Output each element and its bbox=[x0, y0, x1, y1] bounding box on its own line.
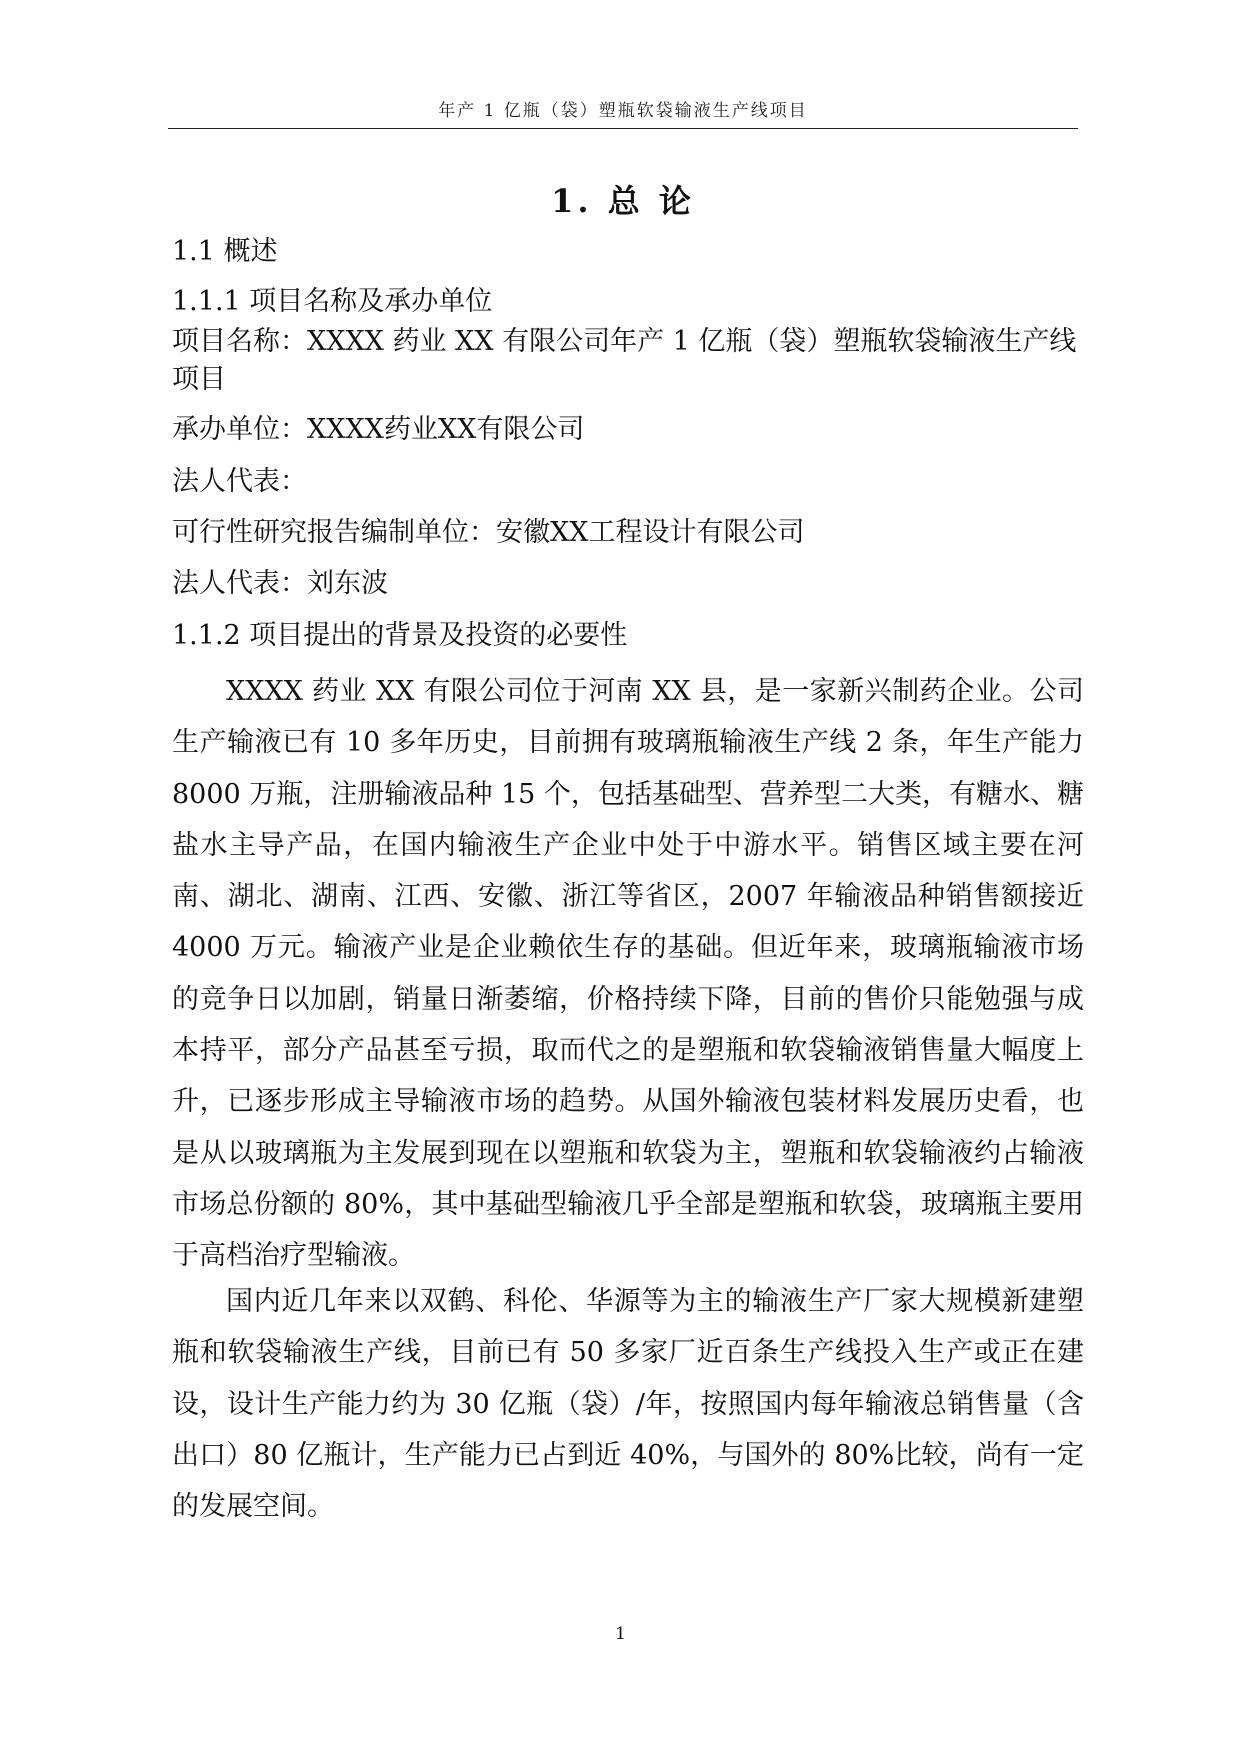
project-name-line: 项目名称：XXXX 药业 XX 有限公司年产 1 亿瓶（袋）塑瓶软袋输液生产线项目 bbox=[172, 326, 1077, 395]
host-unit-line: 承办单位：XXXX药业XX有限公司 bbox=[172, 414, 585, 445]
running-header: 年产 1 亿瓶（袋）塑瓶软袋输液生产线项目 bbox=[438, 101, 808, 121]
chapter-title: 1. 总 论 bbox=[551, 182, 695, 220]
page-number: 1 bbox=[615, 1624, 626, 1644]
header-divider bbox=[168, 128, 1078, 129]
body-paragraph-2: 国内近几年来以双鹤、科伦、华源等为主的输液生产厂家大规模新建塑瓶和软袋输液生产线，目前已有 50 多家厂近百条生产线投入生产或正在建设，设计生产能力约为 30 亿瓶（袋）/年，按照国内每年输液总销售量（含出口）80 亿瓶计，生产能力已占到近 40%，与国外的 80%比较，尚有一定的发展空间。 bbox=[172, 1286, 1084, 1523]
legal-rep-line-1: 法人代表： bbox=[172, 466, 307, 497]
body-paragraph-1: XXXX 药业 XX 有限公司位于河南 XX 县，是一家新兴制药企业。公司生产输液已有 10 多年历史，目前拥有玻璃瓶输液生产线 2 条，年生产能力 8000 万瓶，注册输液品种 15 个，包括基础型、营养型二大类，有糖水、糖盐水主导产品，在国内输液生产企业中处于中游水平。销售区域主要在河南、湖北、湖南、江西、安徽、浙江等省区，2007 年输液品种销售额接近 4000 万元。输液产业是企业赖依生存的基础。但近年来，玻璃瓶输液市场的竞争日以加剧，销量日渐萎缩，价格持续下降，目前的售价只能勉强与成本持平，部分产品甚至亏损，取而代之的是塑瓶和软袋输液销售量大幅度上升，已逐步形成主导输液市场的趋势。从国外输液包装材料发展历史看，也是从以玻璃瓶为主发展到现在以塑瓶和软袋为主，塑瓶和软袋输液约占输液市场总份额的 80%，其中基础型输液几乎全部是塑瓶和软袋，玻璃瓶主要用于高档治疗型输液。 bbox=[172, 676, 1084, 1272]
report-unit-line: 可行性研究报告编制单位：安徽XX工程设计有限公司 bbox=[172, 517, 805, 548]
section-heading-1-1-1: 1.1.1 项目名称及承办单位 bbox=[172, 286, 493, 317]
section-heading-1-1-2: 1.1.2 项目提出的背景及投资的必要性 bbox=[172, 620, 628, 651]
section-heading-1-1: 1.1 概述 bbox=[172, 236, 278, 267]
legal-rep-line-2: 法人代表：刘东波 bbox=[172, 568, 388, 599]
